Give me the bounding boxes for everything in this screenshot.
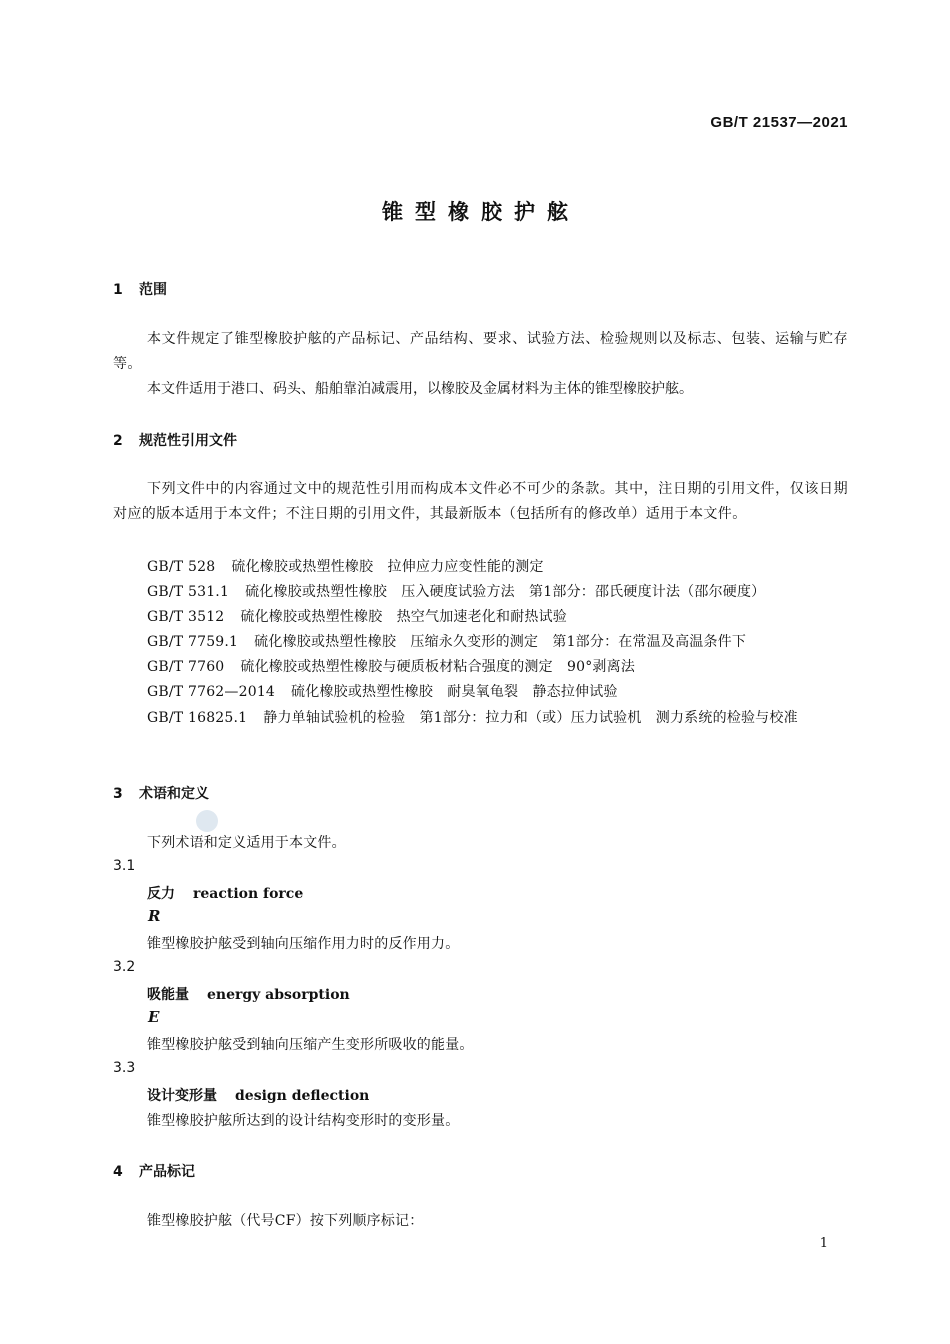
reference-title: 硫化橡胶或热塑性橡胶 拉伸应力应变性能的测定 <box>231 559 544 575</box>
section-2-intro: 下列文件中的内容通过文中的规范性引用而构成本文件必不可少的条款。其中，注日期的引用文件，仅该日期对应的版本适用于本文件；不注日期的引用文件，其最新版本（包括所有的修改单）适用于本文件。 <box>113 481 848 522</box>
section-title: 规范性引用文件 <box>139 433 237 449</box>
term-english: reaction force <box>193 886 304 902</box>
reference-code: GB/T 7759.1 <box>147 634 239 650</box>
section-4-paragraph: 锥型橡胶护舷（代号CF）按下列顺序标记： <box>147 1213 424 1229</box>
page-number: 1 <box>819 1236 828 1251</box>
term-heading <box>147 1085 369 1105</box>
section-number: 2 <box>113 433 123 449</box>
section-title: 术语和定义 <box>139 786 209 802</box>
section-1-paragraph-2: 本文件适用于港口、码头、船舶靠泊减震用，以橡胶及金属材料为主体的锥型橡胶护舷。 <box>147 381 693 397</box>
term-chinese: 吸能量 <box>147 987 189 1003</box>
reference-item <box>113 706 848 731</box>
reference-item <box>147 581 765 601</box>
term-chinese: 反力 <box>147 886 175 902</box>
term-number: 3.3 <box>113 1060 136 1076</box>
section-3-heading <box>113 783 209 803</box>
section-4-heading <box>113 1161 195 1181</box>
reference-item <box>147 656 635 676</box>
reference-code: GB/T 3512 <box>147 609 225 625</box>
page-title: 锥型橡胶护舷 <box>382 200 580 224</box>
term-definition: 锥型橡胶护舷受到轴向压缩产生变形所吸收的能量。 <box>147 1037 474 1053</box>
reference-title: 静力单轴试验机的检验 第1部分：拉力和（或）压力试验机 测力系统的检验与校准 <box>263 710 798 726</box>
term-chinese: 设计变形量 <box>147 1088 217 1104</box>
term-symbol: E <box>148 1008 160 1026</box>
term-english: energy absorption <box>207 987 350 1003</box>
section-number: 3 <box>113 786 123 802</box>
reference-title: 硫化橡胶或热塑性橡胶与硬质板材粘合强度的测定 90°剥离法 <box>240 659 636 675</box>
reference-title: 硫化橡胶或热塑性橡胶 热空气加速老化和耐热试验 <box>240 609 568 625</box>
reference-item <box>147 631 746 651</box>
reference-code: GB/T 7760 <box>147 659 225 675</box>
section-1-heading <box>113 279 167 299</box>
reference-item <box>147 606 567 626</box>
term-number: 3.2 <box>113 959 136 975</box>
section-3-intro: 下列术语和定义适用于本文件。 <box>147 835 346 851</box>
term-definition: 锥型橡胶护舷所达到的设计结构变形时的变形量。 <box>147 1113 460 1129</box>
section-1-paragraph-1: 本文件规定了锥型橡胶护舷的产品标记、产品结构、要求、试验方法、检验规则以及标志、包装、运输与贮存等。 <box>113 331 848 372</box>
standard-number: GB/T 21537—2021 <box>710 114 848 131</box>
section-2-heading <box>113 430 237 450</box>
section-title: 范围 <box>139 282 167 298</box>
term-english: design deflection <box>235 1088 370 1104</box>
term-heading <box>147 883 303 903</box>
reference-item <box>147 681 618 701</box>
reference-code: GB/T 531.1 <box>147 584 230 600</box>
reference-code: GB/T 7762—2014 <box>147 684 276 700</box>
term-heading <box>147 984 350 1004</box>
reference-title: 硫化橡胶或热塑性橡胶 压缩永久变形的测定 第1部分：在常温及高温条件下 <box>254 634 747 650</box>
watermark-logo <box>196 810 218 832</box>
reference-item <box>147 556 544 576</box>
reference-title: 硫化橡胶或热塑性橡胶 耐臭氧龟裂 静态拉伸试验 <box>291 684 618 700</box>
section-title: 产品标记 <box>139 1164 195 1180</box>
term-number: 3.1 <box>113 858 136 874</box>
section-number: 4 <box>113 1164 123 1180</box>
reference-title: 硫化橡胶或热塑性橡胶 压入硬度试验方法 第1部分：邵氏硬度计法（邵尔硬度） <box>245 584 766 600</box>
reference-code: GB/T 16825.1 <box>147 710 248 726</box>
term-symbol: R <box>148 907 161 925</box>
reference-code: GB/T 528 <box>147 559 216 575</box>
section-number: 1 <box>113 282 123 298</box>
term-definition: 锥型橡胶护舷受到轴向压缩作用力时的反作用力。 <box>147 936 460 952</box>
